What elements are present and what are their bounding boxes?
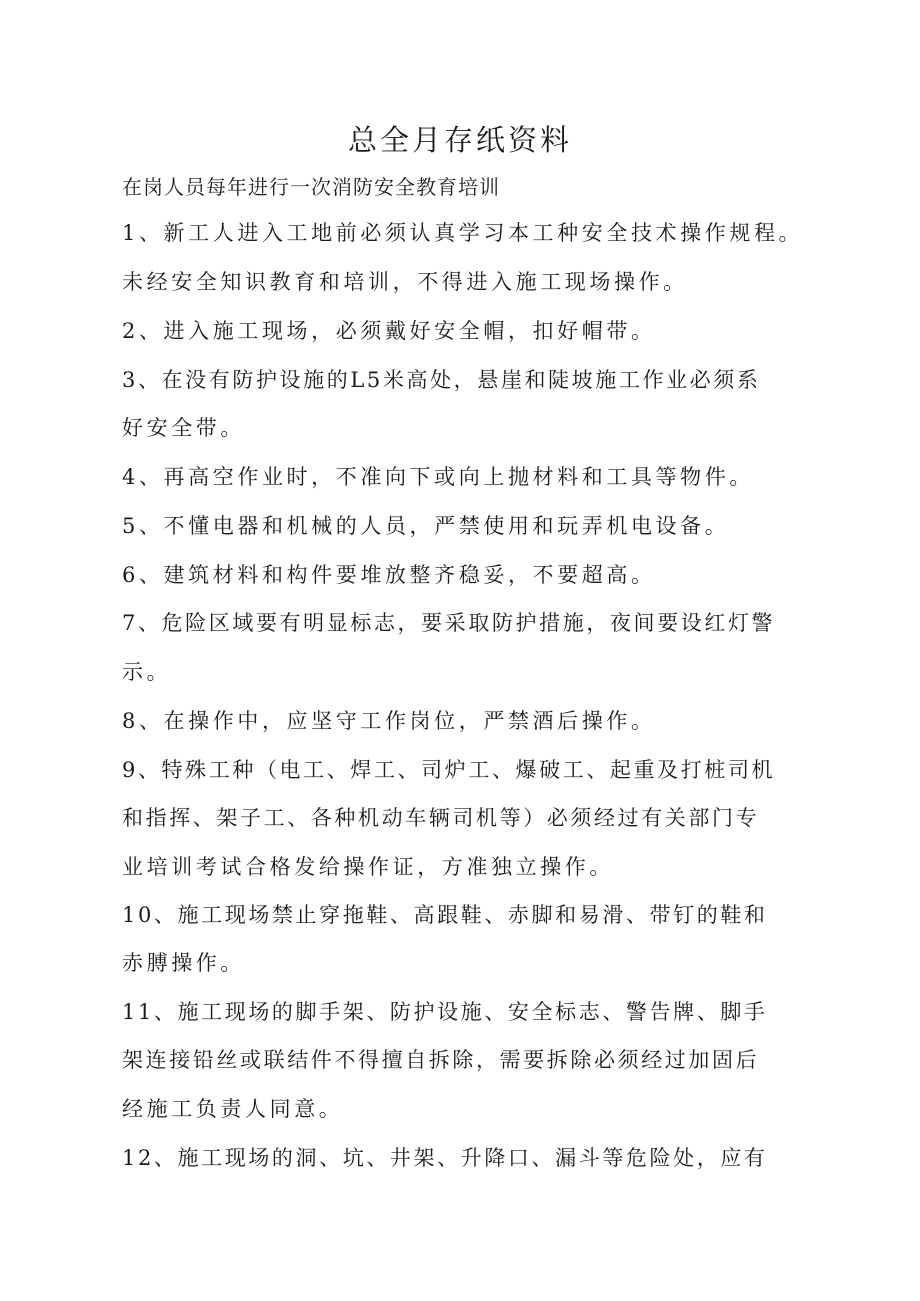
text-line: 10、施工现场禁止穿拖鞋、高跟鞋、赤脚和易滑、带钉的鞋和	[122, 903, 768, 927]
text-line: 8、在操作中，应坚守工作岗位，严禁酒后操作。	[122, 709, 656, 733]
text-line: 好安全带。	[122, 416, 245, 440]
text-line: 经施工负责人同意。	[122, 1097, 344, 1121]
document-title: 总全月存纸资料	[347, 123, 572, 157]
text-line: 3、在没有防护设施的L5米高处，悬崖和陡坡施工作业必须系	[122, 368, 761, 392]
text-line: 5、不懂电器和机械的人员，严禁使用和玩弄机电设备。	[122, 514, 730, 538]
text-line: 11、施工现场的脚手架、防护设施、安全标志、警告牌、脚手	[122, 1000, 768, 1024]
text-line: 未经安全知识教育和培训，不得进入施工现场操作。	[122, 270, 688, 294]
text-line: 6、建筑材料和构件要堆放整齐稳妥，不要超高。	[122, 563, 656, 587]
text-line: 9、特殊工种（电工、焊工、司炉工、爆破工、起重及打桩司机	[122, 758, 776, 782]
text-line: 架连接铅丝或联结件不得擅自拆除，需要拆除必须经过加固后	[122, 1048, 760, 1072]
text-line: 和指挥、架子工、各种机动车辆司机等）必须经过有关部门专	[122, 806, 760, 830]
text-line: 1、新工人进入工地前必须认真学习本工种安全技术操作规程。	[122, 221, 804, 245]
text-line: 赤膊操作。	[122, 951, 245, 975]
text-line: 业培训考试合格发给操作证，方准独立操作。	[122, 855, 614, 879]
text-line: 12、施工现场的洞、坑、井架、升降口、漏斗等危险处，应有	[122, 1146, 768, 1170]
text-line: 2、进入施工现场，必须戴好安全帽，扣好帽带。	[122, 319, 656, 343]
text-line: 示。	[122, 660, 172, 684]
document-subtitle: 在岗人员每年进行一次消防安全教育培训	[122, 175, 500, 199]
text-line: 4、再高空作业时，不准向下或向上抛材料和工具等物件。	[122, 465, 754, 489]
text-line: 7、危险区域要有明显标志，要采取防护措施，夜间要设红灯警	[122, 611, 776, 635]
